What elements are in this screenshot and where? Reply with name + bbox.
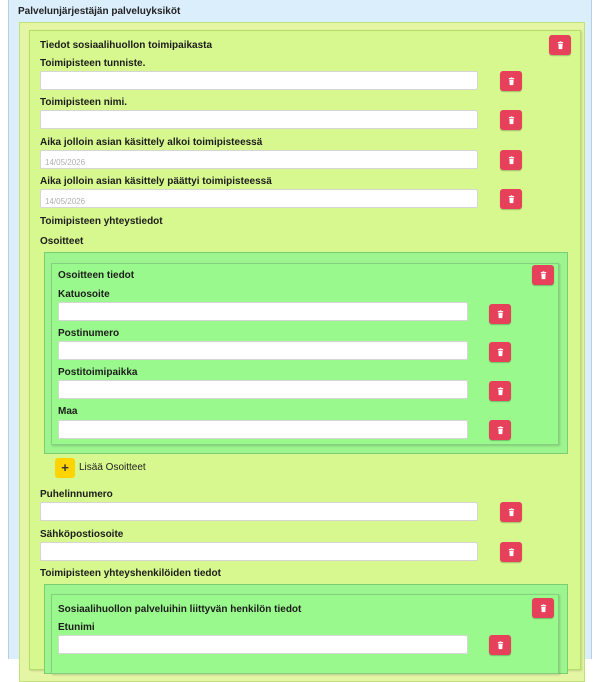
trash-icon xyxy=(496,426,505,435)
trash-icon xyxy=(507,548,516,557)
field-label-postal-code: Postinumero xyxy=(58,328,120,339)
postal-code-input[interactable] xyxy=(58,341,468,360)
addresses-heading: Osoitteet xyxy=(40,236,84,247)
delete-email-button[interactable] xyxy=(500,542,522,562)
page-title: Palvelunjärjestäjän palveluyksiköt xyxy=(18,6,181,17)
start-date-input[interactable]: 14/05/2026 xyxy=(40,150,478,169)
trash-icon xyxy=(496,310,505,319)
trash-icon xyxy=(507,77,516,86)
delete-street-button[interactable] xyxy=(489,304,511,324)
contact-persons-heading: Toimipisteen yhteyshenkilöiden tiedot xyxy=(40,568,221,579)
delete-person-button[interactable] xyxy=(532,598,554,618)
trash-icon xyxy=(496,348,505,357)
delete-postal-code-button[interactable] xyxy=(489,342,511,362)
delete-first-name-button[interactable] xyxy=(489,635,511,655)
field-label-street: Katuosoite xyxy=(58,289,110,300)
person-section-title: Sosiaalihuollon palveluihin liittyvän henkilön tiedot xyxy=(58,604,302,615)
trash-icon xyxy=(556,41,565,50)
post-office-input[interactable] xyxy=(58,380,468,399)
delete-post-office-button[interactable] xyxy=(489,381,511,401)
street-input[interactable] xyxy=(58,302,468,321)
email-input[interactable] xyxy=(40,542,478,561)
delete-country-button[interactable] xyxy=(489,420,511,440)
delete-phone-button[interactable] xyxy=(500,502,522,522)
delete-end-date-button[interactable] xyxy=(500,189,522,209)
country-input[interactable] xyxy=(58,420,468,439)
field-label-location-name: Toimipisteen nimi. xyxy=(40,97,128,108)
delete-start-date-button[interactable] xyxy=(500,150,522,170)
first-name-input[interactable] xyxy=(58,635,468,654)
field-label-phone: Puhelinnumero xyxy=(40,489,113,500)
trash-icon xyxy=(507,156,516,165)
field-label-first-name: Etunimi xyxy=(58,622,95,633)
trash-icon xyxy=(539,604,548,613)
contact-info-heading: Toimipisteen yhteystiedot xyxy=(40,216,163,227)
trash-icon xyxy=(496,641,505,650)
trash-icon xyxy=(507,508,516,517)
delete-location-name-button[interactable] xyxy=(500,110,522,130)
trash-icon xyxy=(539,271,548,280)
delete-location-button[interactable] xyxy=(549,35,571,55)
end-date-input[interactable]: 14/05/2026 xyxy=(40,189,478,208)
field-label-start-time: Aika jolloin asian käsittely alkoi toimipisteessä xyxy=(40,137,263,148)
plus-icon: + xyxy=(61,460,69,475)
trash-icon xyxy=(507,116,516,125)
add-address-button[interactable] xyxy=(55,458,75,478)
delete-address-button[interactable] xyxy=(532,265,554,285)
trash-icon xyxy=(496,387,505,396)
field-label-country: Maa xyxy=(58,406,78,417)
location-name-input[interactable] xyxy=(40,110,478,129)
trash-icon xyxy=(507,195,516,204)
delete-location-id-button[interactable] xyxy=(500,71,522,91)
field-label-email: Sähköpostiosoite xyxy=(40,529,124,540)
location-section-title: Tiedot sosiaalihuollon toimipaikasta xyxy=(40,40,213,51)
location-id-input[interactable] xyxy=(40,71,478,90)
field-label-post-office: Postitoimipaikka xyxy=(58,367,138,378)
address-section-title: Osoitteen tiedot xyxy=(58,270,135,281)
page-container xyxy=(8,0,592,659)
field-label-end-time: Aika jolloin asian käsittely päättyi toimipisteessä xyxy=(40,176,272,187)
field-label-location-id: Toimipisteen tunniste. xyxy=(40,58,146,69)
add-address-label[interactable]: Lisää Osoitteet xyxy=(79,462,146,473)
phone-input[interactable] xyxy=(40,502,478,521)
